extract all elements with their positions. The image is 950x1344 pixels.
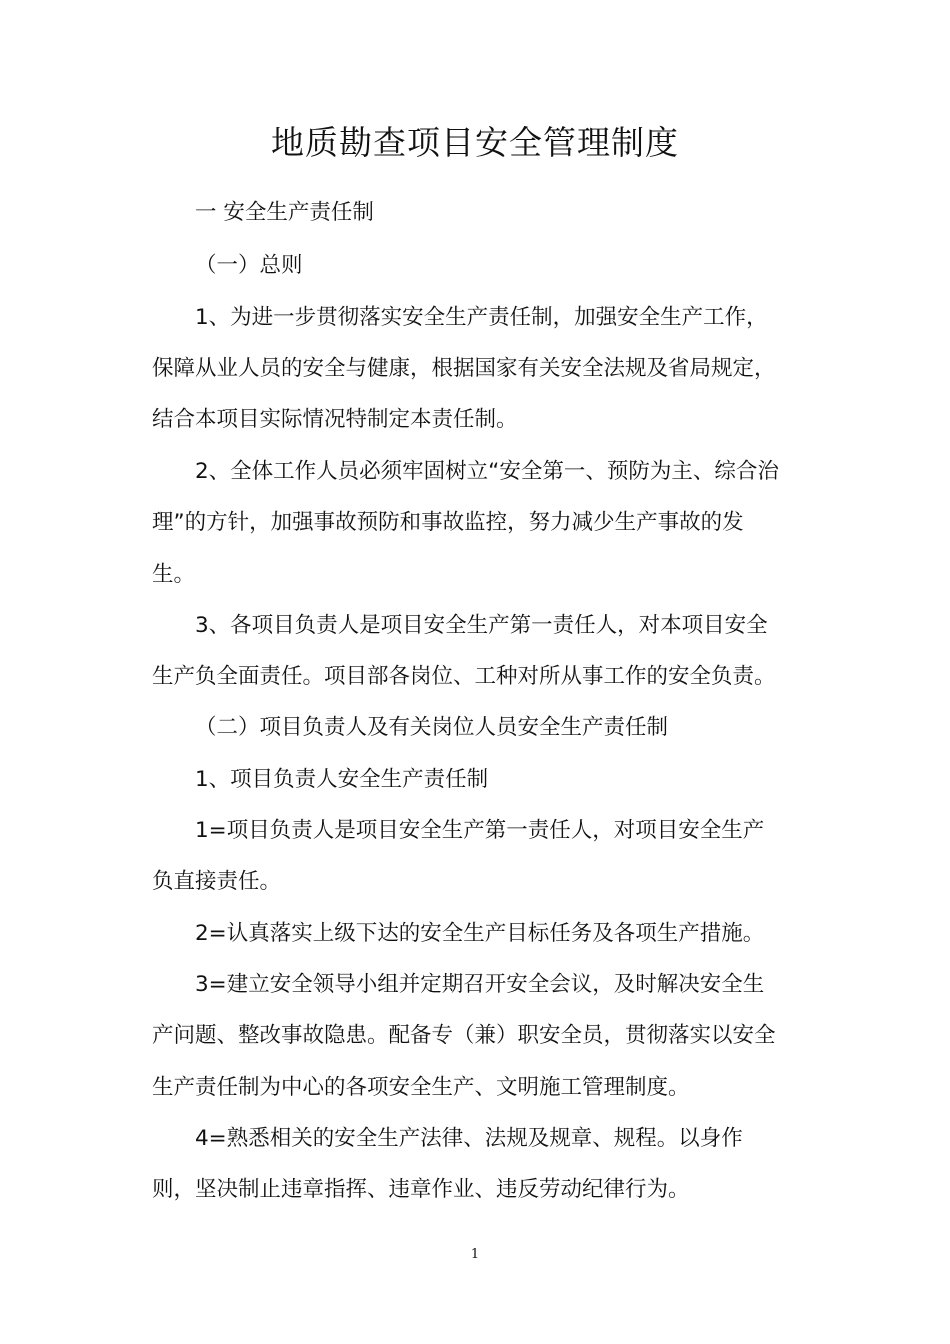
page-number: 1 [470,1247,480,1262]
paragraph-line: 结合本项目实际情况特制定本责任制。 [152,407,518,432]
paragraph-line: 生产负全面责任。项目部各岗位、工种对所从事工作的安全负责。 [152,664,776,689]
subsection-heading: （一）总则 [195,253,303,278]
paragraph-line: 生。 [152,562,196,587]
paragraph-line: 1、为进一步贯彻落实安全生产责任制，加强安全生产工作， [195,305,768,330]
paragraph-line: 产问题、整改事故隐患。配备专（兼）职安全员，贯彻落实以安全 [152,1023,776,1048]
item-heading: 1、项目负责人安全生产责任制 [195,767,489,792]
paragraph-line: 3、各项目负责人是项目安全生产第一责任人，对本项目安全 [195,613,768,638]
paragraph-line: 1=项目负责人是项目安全生产第一责任人，对项目安全生产 [195,818,765,843]
paragraph-line: 4=熟悉相关的安全生产法律、法规及规章、规程。以身作 [195,1126,743,1151]
paragraph-line: 生产责任制为中心的各项安全生产、文明施工管理制度。 [152,1075,690,1100]
paragraph-line: 保障从业人员的安全与健康，根据国家有关安全法规及省局规定， [152,356,776,381]
document-title: 地质勘查项目安全管理制度 [271,123,679,162]
paragraph-line: 2=认真落实上级下达的安全生产目标任务及各项生产措施。 [195,921,765,946]
paragraph-line: 负直接责任。 [152,869,282,894]
paragraph-line: 理”的方针，加强事故预防和事故监控，努力减少生产事故的发 [152,510,744,535]
paragraph-line: 则，坚决制止违章指挥、违章作业、违反劳动纪律行为。 [152,1177,690,1202]
paragraph-line: 3=建立安全领导小组并定期召开安全会议，及时解决安全生 [195,972,765,997]
subsection-heading: （二）项目负责人及有关岗位人员安全生产责任制 [195,715,669,740]
section-heading: 一 安全生产责任制 [195,200,374,225]
paragraph-line: 2、全体工作人员必须牢固树立“安全第一、预防为主、综合治 [195,459,779,484]
